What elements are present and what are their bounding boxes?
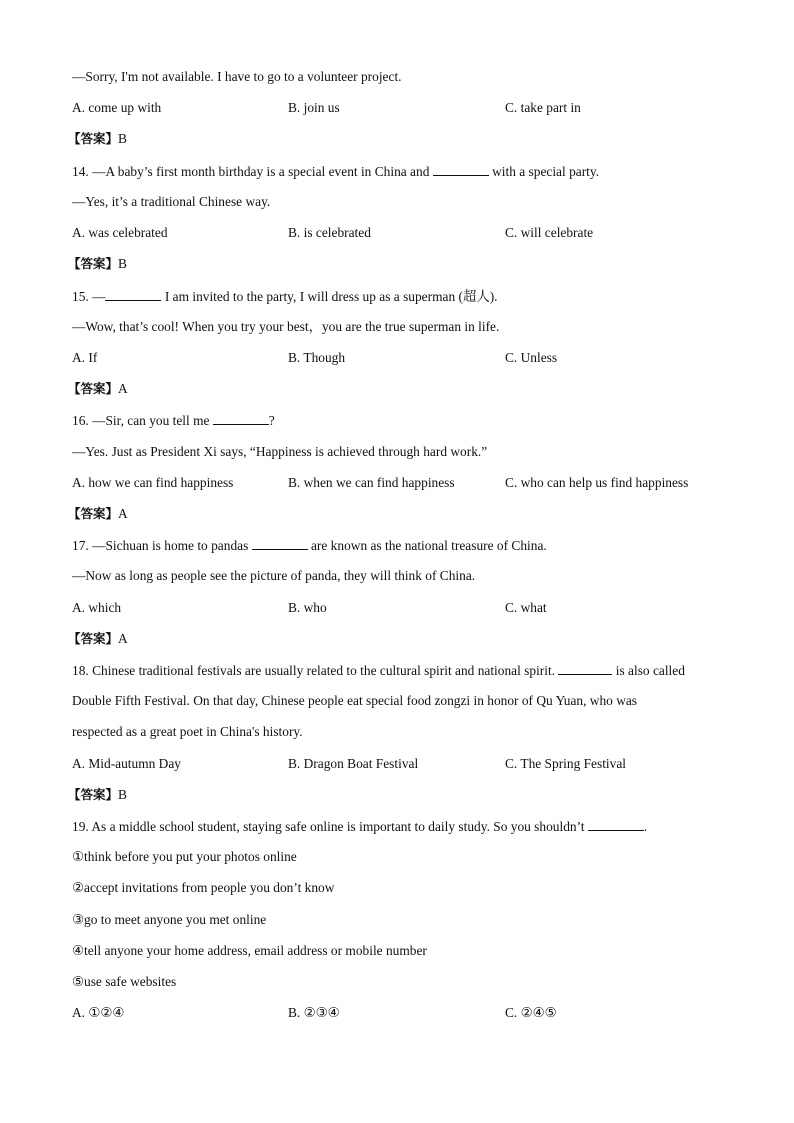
q15-reply: —Wow, that’s cool! When you try your best，you are the true superman in life. [72, 319, 500, 334]
q19-stem [72, 818, 647, 835]
answer-tag: 【答案】 [68, 506, 119, 521]
q19-option-a: A. ①②④ [72, 1005, 125, 1020]
q17-reply: —Now as long as people see the picture of panda, they will think of China. [72, 568, 476, 583]
answer-blank [252, 537, 308, 550]
q13-option-c: C. take part in [505, 100, 581, 115]
q16-option-c: C. who can help us find happiness [505, 475, 689, 490]
q13-answer [68, 131, 127, 147]
q19-item-1: ①think before you put your photos online [72, 849, 297, 864]
q14-option-c: C. will celebrate [505, 225, 594, 240]
answer-value: B [118, 131, 127, 146]
q15-stem-after: I am invited to the party, I will dress up as a superman (超人). [161, 289, 498, 304]
q19-stem-after: . [643, 819, 648, 834]
q18-stem-line1 [72, 662, 685, 679]
answer-blank [105, 288, 161, 301]
q19-item-5: ⑤use safe websites [72, 974, 177, 989]
q17-stem [72, 537, 547, 554]
q18-option-c: C. The Spring Festival [505, 756, 627, 771]
q14-answer [68, 256, 127, 272]
q15-option-b: B. Though [288, 350, 346, 365]
answer-blank [588, 818, 644, 831]
q18-answer [68, 787, 127, 803]
q16-reply: —Yes. Just as President Xi says, “Happiness is achieved through hard work.” [72, 444, 488, 459]
answer-tag: 【答案】 [68, 381, 119, 396]
q18-stem-line3: respected as a great poet in China's history. [72, 724, 303, 739]
answer-tag: 【答案】 [68, 787, 119, 802]
q16-option-b: B. when we can find happiness [288, 475, 455, 490]
q18-stem-before: 18. Chinese traditional festivals are usually related to the cultural spirit and national spirit. [72, 663, 559, 678]
q13-option-b: B. join us [288, 100, 340, 115]
q17-stem-before: 17. —Sichuan is home to pandas [72, 538, 252, 553]
q17-option-b: B. who [288, 600, 327, 615]
q14-option-b: B. is celebrated [288, 225, 371, 240]
answer-blank [213, 412, 269, 425]
q18-option-a: A. Mid-autumn Day [72, 756, 181, 771]
q16-stem-after: ? [268, 413, 275, 428]
answer-value: A [118, 506, 128, 521]
q13-reply: —Sorry, I'm not available. I have to go to a volunteer project. [72, 69, 402, 84]
q19-item-3: ③go to meet anyone you met online [72, 912, 267, 927]
q14-option-a: A. was celebrated [72, 225, 168, 240]
q18-stem-line2: Double Fifth Festival. On that day, Chinese people eat special food zongzi in honor of Qu Yuan, who was [72, 693, 638, 708]
answer-value: B [118, 256, 127, 271]
q17-stem-after: are known as the national treasure of China. [307, 538, 547, 553]
q15-stem [72, 288, 498, 305]
q17-option-c: C. what [505, 600, 547, 615]
q19-option-c: C. ②④⑤ [505, 1005, 557, 1020]
q17-answer [68, 631, 128, 647]
q13-option-a: A. come up with [72, 100, 162, 115]
q18-stem-after: is also called [612, 663, 685, 678]
q15-option-a: A. If [72, 350, 98, 365]
q16-stem [72, 412, 275, 429]
q19-option-b: B. ②③④ [288, 1005, 340, 1020]
q14-stem-after: with a special party. [488, 164, 600, 179]
answer-tag: 【答案】 [68, 631, 119, 646]
q15-stem-before: 15. — [72, 289, 106, 304]
answer-tag: 【答案】 [68, 256, 119, 271]
q15-option-c: C. Unless [505, 350, 558, 365]
answer-blank [433, 163, 489, 176]
answer-value: A [118, 631, 128, 646]
q16-answer [68, 506, 128, 522]
answer-blank [558, 662, 612, 675]
answer-tag: 【答案】 [68, 131, 119, 146]
q16-option-a: A. how we can find happiness [72, 475, 234, 490]
q14-stem [72, 163, 599, 180]
q19-item-2: ②accept invitations from people you don’t know [72, 880, 335, 895]
q17-option-a: A. which [72, 600, 122, 615]
q14-stem-before: 14. —A baby’s first month birthday is a special event in China and [72, 164, 433, 179]
q16-stem-before: 16. —Sir, can you tell me [72, 413, 213, 428]
q18-option-b: B. Dragon Boat Festival [288, 756, 419, 771]
answer-value: B [118, 787, 127, 802]
q19-item-4: ④tell anyone your home address, email address or mobile number [72, 943, 427, 958]
q19-stem-before: 19. As a middle school student, staying safe online is important to daily study. So you shouldn’t [72, 819, 588, 834]
q14-reply: —Yes, it’s a traditional Chinese way. [72, 194, 271, 209]
q15-answer [68, 381, 128, 397]
answer-value: A [118, 381, 128, 396]
